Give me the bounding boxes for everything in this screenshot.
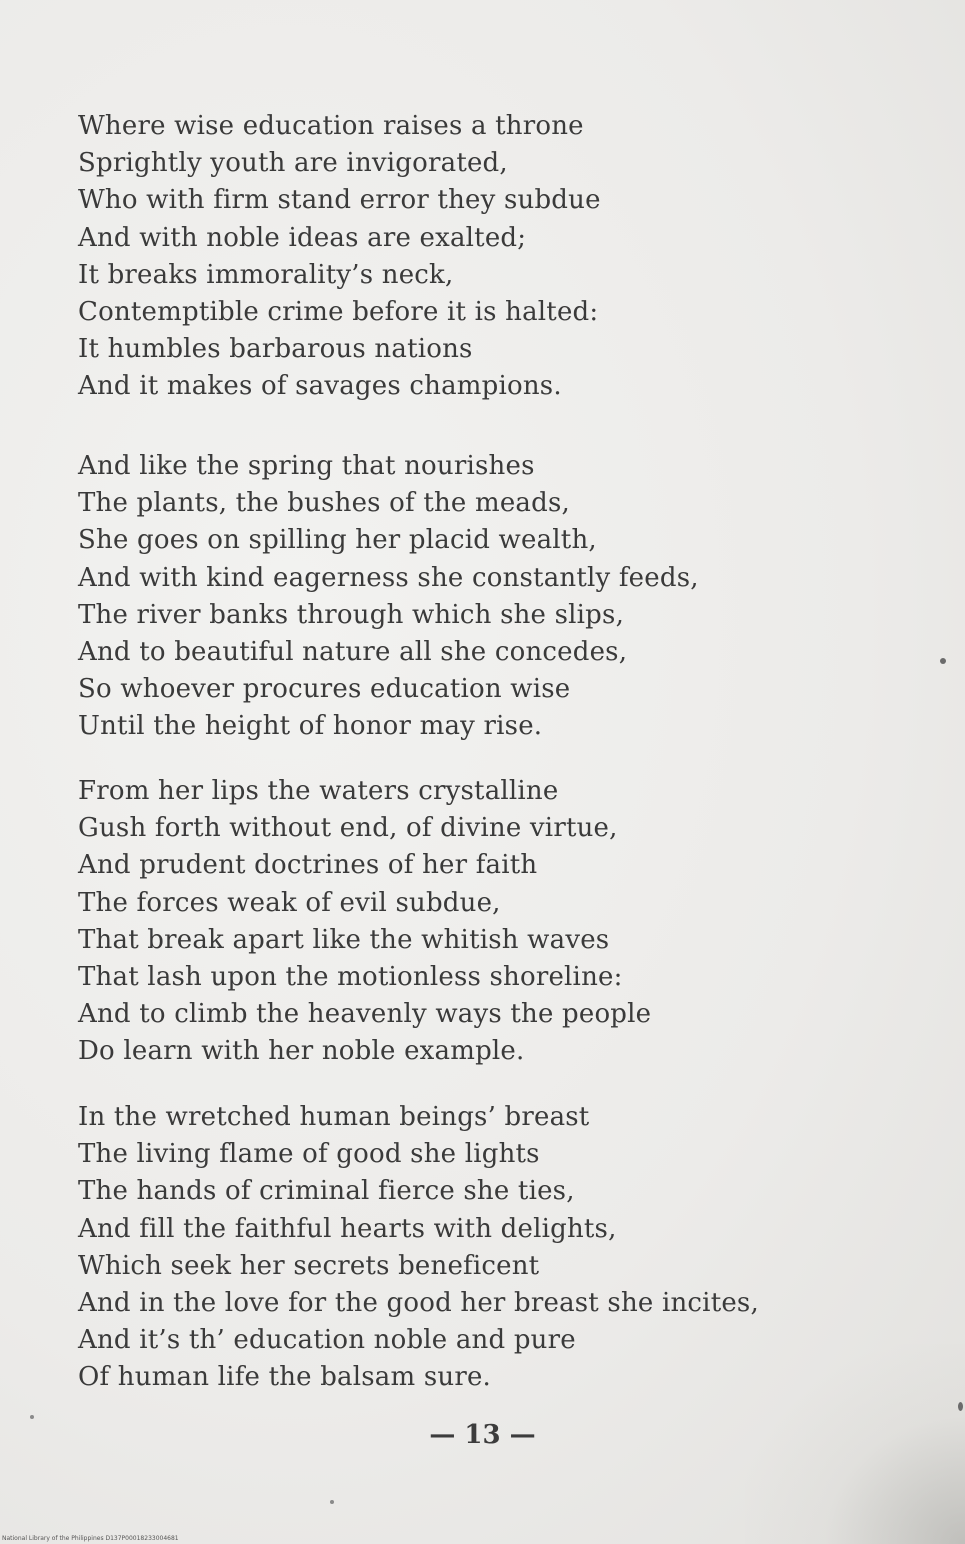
poem-line: Do learn with her noble example. bbox=[78, 1036, 525, 1067]
poem-line: The forces weak of evil subdue, bbox=[78, 887, 501, 918]
poem-line: And it’s th’ education noble and pure bbox=[78, 1325, 576, 1356]
poem-line: And like the spring that nourishes bbox=[78, 451, 535, 481]
poem-line: And to beautiful nature all she concedes, bbox=[78, 636, 628, 667]
poem-line: And it makes of savages champions. bbox=[78, 371, 562, 402]
poem-line: That break apart like the whitish waves bbox=[78, 924, 610, 955]
poem-line: And fill the faithful hearts with delights, bbox=[78, 1213, 617, 1244]
poem-line: Gush forth without end, of divine virtue, bbox=[78, 813, 618, 844]
poem-line: So whoever procures education wise bbox=[78, 674, 571, 705]
poem-line: It humbles barbarous nations bbox=[78, 334, 473, 365]
poem-line: The plants, the bushes of the meads, bbox=[78, 488, 570, 519]
poem-line: And with kind eagerness she constantly feeds, bbox=[78, 562, 699, 593]
stanza-4 bbox=[78, 1099, 878, 1397]
poem-line: The hands of criminal fierce she ties, bbox=[78, 1176, 575, 1207]
poem-line: Where wise education raises a throne bbox=[78, 111, 584, 141]
poem-line: And prudent doctrines of her faith bbox=[78, 850, 538, 881]
poem-line: And with noble ideas are exalted; bbox=[78, 222, 527, 253]
paper-speck bbox=[330, 1500, 334, 1504]
page-number bbox=[0, 1420, 965, 1450]
poem-line: It breaks immorality’s neck, bbox=[78, 259, 454, 290]
scan-credit: National Library of the Philippines D137P00018233004681 bbox=[2, 1535, 179, 1542]
paper-speck bbox=[940, 658, 946, 664]
poem-line: The living flame of good she lights bbox=[78, 1139, 540, 1170]
stanza-3 bbox=[78, 773, 878, 1071]
poem-line: The river banks through which she slips, bbox=[78, 599, 625, 630]
poem-line: Who with firm stand error they subdue bbox=[78, 185, 601, 216]
paper-speck bbox=[958, 1402, 963, 1411]
poem-line: In the wretched human beings’ breast bbox=[78, 1102, 590, 1132]
poem-line: And in the love for the good her breast she incites, bbox=[78, 1287, 759, 1318]
poem-line: From her lips the waters crystalline bbox=[78, 776, 559, 806]
poem-line: Of human life the balsam sure. bbox=[78, 1362, 491, 1393]
poem-line: Which seek her secrets beneficent bbox=[78, 1250, 540, 1281]
paper-speck bbox=[30, 1415, 34, 1419]
poem-line: Until the height of honor may rise. bbox=[78, 711, 543, 742]
stanza-1 bbox=[78, 108, 878, 406]
poem-line: Sprightly youth are invigorated, bbox=[78, 148, 508, 179]
poem-line: That lash upon the motionless shoreline: bbox=[78, 961, 623, 992]
poem-line: Contemptible crime before it is halted: bbox=[78, 296, 599, 327]
stanza-2 bbox=[78, 448, 878, 746]
poem-line: She goes on spilling her placid wealth, bbox=[78, 525, 597, 556]
page-number-text: — 13 — bbox=[429, 1420, 536, 1450]
poem-line: And to climb the heavenly ways the people bbox=[78, 999, 652, 1030]
